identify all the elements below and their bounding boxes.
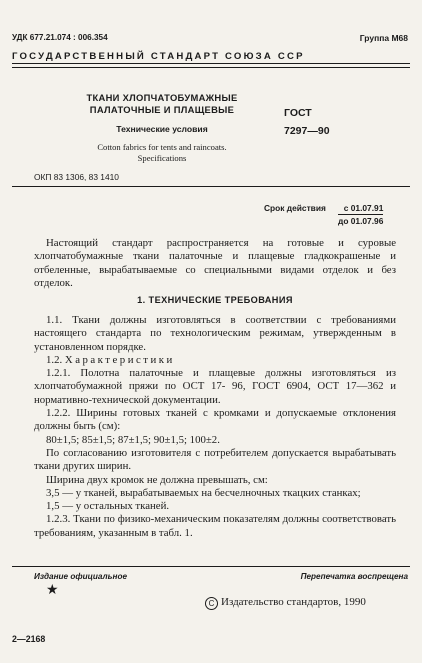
validity-label: Срок действия [264, 203, 326, 213]
paragraph-1-2 [34, 354, 396, 367]
reprint-notice: Перепечатка воспрещена [300, 572, 408, 581]
document-title [62, 92, 262, 116]
paragraph-1-1: 1.1. Ткани должны изготовляться в соответствии с требованиями настоящего стандарта по технологическим режимам, утвержденным в установленном порядке. [34, 314, 396, 353]
english-title-line-1: Cotton fabrics for tents and raincoats. [97, 142, 227, 152]
copyright-text: Издательство стандартов, 1990 [221, 596, 366, 608]
validity-from: с 01.07.91 [338, 203, 383, 215]
group-code: Группа М68 [359, 33, 408, 43]
top-rule [12, 63, 410, 64]
paragraph-1-2-3: 1.2.3. Ткани по физико-механическим показателям должны соответствовать требованиям, указанным в табл. 1. [34, 513, 396, 539]
widths-list: 80±1,5; 85±1,5; 87±1,5; 90±1,5; 100±2. [46, 433, 220, 446]
paragraph-1-2-1: 1.2.1. Полотна палаточные и плащевые должны изготовляться из хлопчатобумажной пряжи по ОСТ 17- 96, ГОСТ 6904, ОСТ 17—362 и нормативно-технической документации. [34, 367, 396, 406]
validity-period [264, 203, 383, 226]
english-title [62, 142, 262, 164]
footer-rule [12, 566, 410, 567]
gost-label: ГОСТ [284, 107, 312, 119]
okp-codes: ОКП 83 1306, 83 1410 [34, 172, 119, 182]
edges-title: Ширина двух кромок не должна превышать, см: [46, 473, 268, 486]
official-edition: Издание официальное [34, 572, 127, 581]
copyright [205, 596, 366, 610]
copyright-icon: C [205, 597, 218, 610]
agreement-paragraph: По согласованию изготовителя с потребителем допускается вырабатывать ткани других ширин. [34, 446, 396, 473]
okp-rule [12, 186, 410, 187]
section-body [34, 314, 396, 540]
gost-number: 7297—90 [284, 125, 330, 137]
intro-paragraph: Настоящий стандарт распространяется на готовые и суровые хлопчатобумажные ткани палаточные и плащевые гладкокрашеные и отбеленные, вырабатываемые со специальными видами отделок и без отделок. [34, 237, 396, 289]
title-line-2: ПАЛАТОЧНЫЕ И ПЛАЩЕВЫЕ [89, 104, 235, 115]
validity-to: до 01.07.96 [338, 216, 384, 226]
section-heading: 1. ТЕХНИЧЕСКИЕ ТРЕБОВАНИЯ [137, 295, 293, 305]
paragraph-1-2-2: 1.2.2. Ширины готовых тканей с кромками и допускаемые отклонения должны быть (см): [34, 407, 396, 433]
star-icon: ★ [46, 583, 59, 598]
paragraph-1-2-number: 1.2. [46, 353, 63, 366]
technical-conditions: Технические условия [116, 124, 208, 134]
edges-item-2: 1,5 — у остальных тканей. [46, 500, 170, 513]
top-rule-thin [12, 67, 410, 68]
standard-banner: ГОСУДАРСТВЕННЫЙ СТАНДАРТ СОЮЗА ССР [12, 51, 305, 62]
title-block [62, 92, 262, 164]
udk-code: УДК 677.21.074 : 006.354 [12, 33, 108, 42]
gost-designation [284, 107, 354, 137]
paragraph-1-2-title: Характеристики [64, 353, 175, 366]
title-line-1: ТКАНИ ХЛОПЧАТОБУМАЖНЫЕ [86, 92, 238, 103]
english-title-line-2: Specifications [137, 153, 187, 163]
print-code: 2—2168 [12, 634, 46, 644]
edges-item-1: 3,5 — у тканей, вырабатываемых на бесчелночных ткацких станках; [46, 486, 361, 499]
